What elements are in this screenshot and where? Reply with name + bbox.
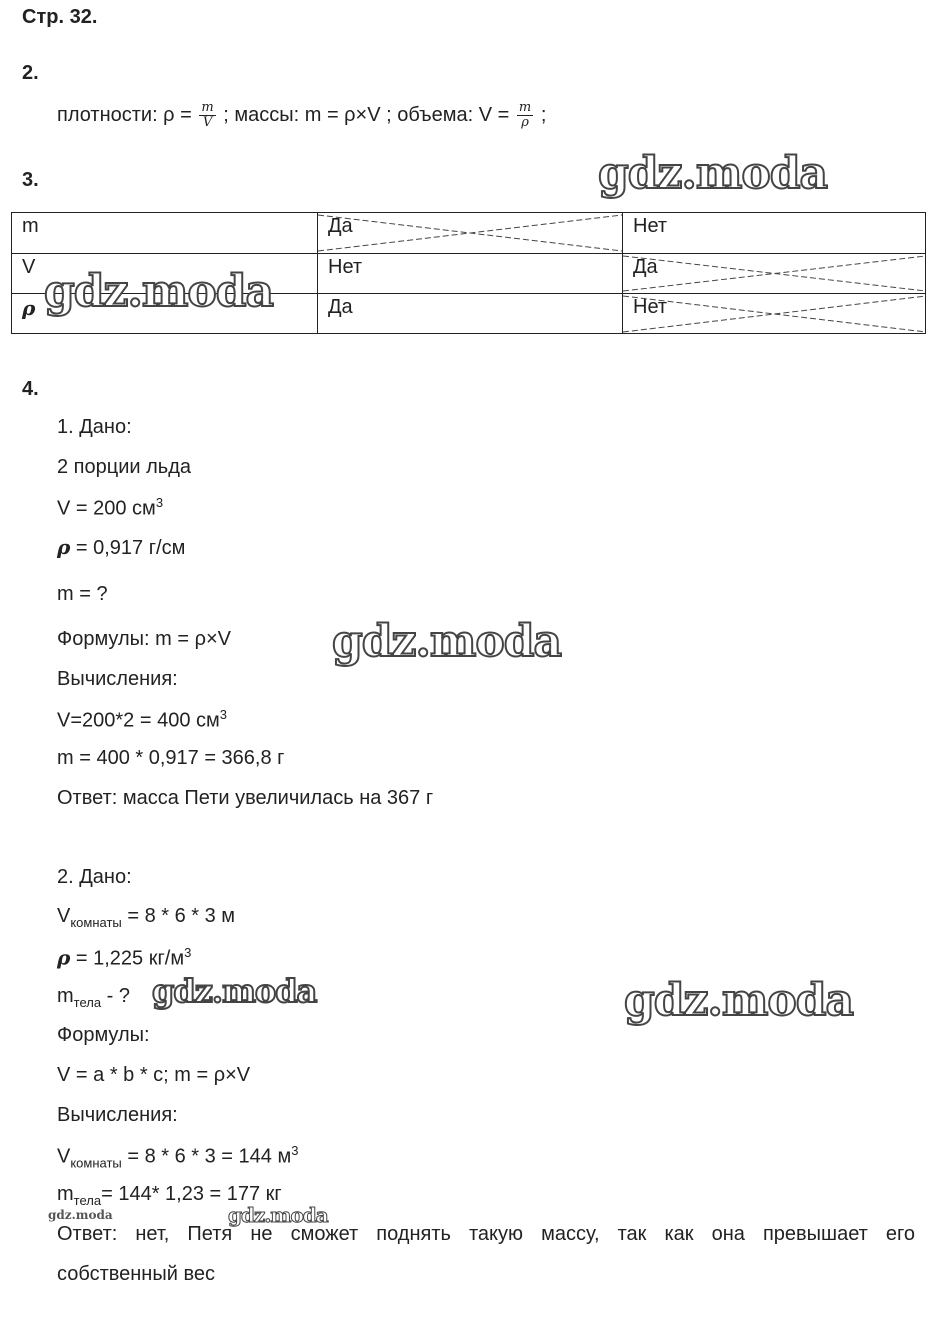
cell-yes-crossed: Да bbox=[317, 213, 622, 253]
table-row bbox=[12, 213, 925, 253]
p2-unknown: $m_{тела}$ - ? bbox=[57, 985, 130, 1010]
cell-no: Нет bbox=[317, 254, 622, 293]
p2-answer-line2: собственный вес bbox=[57, 1263, 215, 1285]
row-label: ρ bbox=[22, 296, 36, 320]
cell-no-crossed: Нет bbox=[622, 294, 926, 334]
p1-answer: Ответ: масса Пети увеличилась на 367 г bbox=[57, 787, 434, 809]
task-2-end: ; bbox=[540, 104, 547, 126]
watermark: gdz.moda bbox=[332, 616, 562, 667]
watermark: gdz.moda bbox=[152, 972, 317, 1010]
density-fraction: $\frac{m}{V}$ bbox=[201, 100, 214, 131]
task-4-number: 4. bbox=[22, 378, 39, 400]
p1-volume: V = 200 $см^3$ bbox=[57, 495, 164, 520]
p2-density: ρ = 1,225 $кг/м^3$ bbox=[57, 945, 192, 970]
cross-out-mark bbox=[623, 294, 926, 334]
cross-out-mark bbox=[623, 254, 926, 293]
volume-label: ; объема: V = bbox=[386, 104, 510, 126]
task-2-formulas bbox=[57, 96, 546, 134]
p2-formulas: Формулы: bbox=[57, 1024, 150, 1046]
watermark: gdz.moda bbox=[624, 975, 854, 1026]
cell-yes: Да bbox=[317, 294, 622, 334]
page-header: Стр. 32. bbox=[22, 6, 98, 28]
p2-calc-mass: $m_{тела}= 144*$ 1,23 = 177 кг bbox=[57, 1183, 282, 1208]
p1-line1: 2 порции льда bbox=[57, 456, 191, 478]
watermark: gdz.moda bbox=[44, 266, 274, 317]
watermark: gdz.moda bbox=[48, 1208, 113, 1222]
mass-label: ; массы: m = ρ×V bbox=[223, 104, 381, 126]
p2-formula-line: V = a * b * c; m = ρ×V bbox=[57, 1064, 251, 1086]
p1-calc-mass: m = 400 * 0,917 = 366,8 г bbox=[57, 747, 285, 769]
row-label: m bbox=[22, 215, 39, 237]
density-label: плотности: ρ = bbox=[57, 104, 192, 126]
task-3-number: 3. bbox=[22, 169, 39, 191]
p2-given: 2. Дано: bbox=[57, 866, 132, 888]
cell-no: Нет bbox=[622, 213, 926, 253]
p2-answer-line1: Ответ: нет, Петя не сможет поднять такую массу, так как она превышает его bbox=[57, 1223, 915, 1245]
row-label: V bbox=[22, 256, 36, 278]
p1-density: ρ = 0,917 г/см bbox=[57, 535, 186, 559]
task-2-number: 2. bbox=[22, 62, 39, 84]
volume-fraction: $\frac{m}{\rho}$ bbox=[518, 100, 532, 131]
watermark: gdz.moda bbox=[228, 1203, 328, 1227]
p1-calc-volume: V=200*2 = 400 $см^3$ bbox=[57, 707, 227, 732]
p2-calc: Вычисления: bbox=[57, 1104, 178, 1126]
cross-out-mark bbox=[318, 213, 622, 253]
p2-room-volume: $V_{комнаты} = 8 * 6 * 3$ м bbox=[57, 905, 236, 930]
p1-formulas: Формулы: m = ρ×V bbox=[57, 628, 231, 650]
p1-unknown: m = ? bbox=[57, 583, 108, 605]
watermark: gdz.moda bbox=[598, 148, 828, 199]
p1-calc: Вычисления: bbox=[57, 668, 178, 690]
p1-given: 1. Дано: bbox=[57, 416, 132, 438]
p2-calc-volume: $V_{комнаты} = 8 * 6 * 3 = 144$ $м^3$ bbox=[57, 1143, 299, 1171]
cell-yes-crossed: Да bbox=[622, 254, 926, 293]
